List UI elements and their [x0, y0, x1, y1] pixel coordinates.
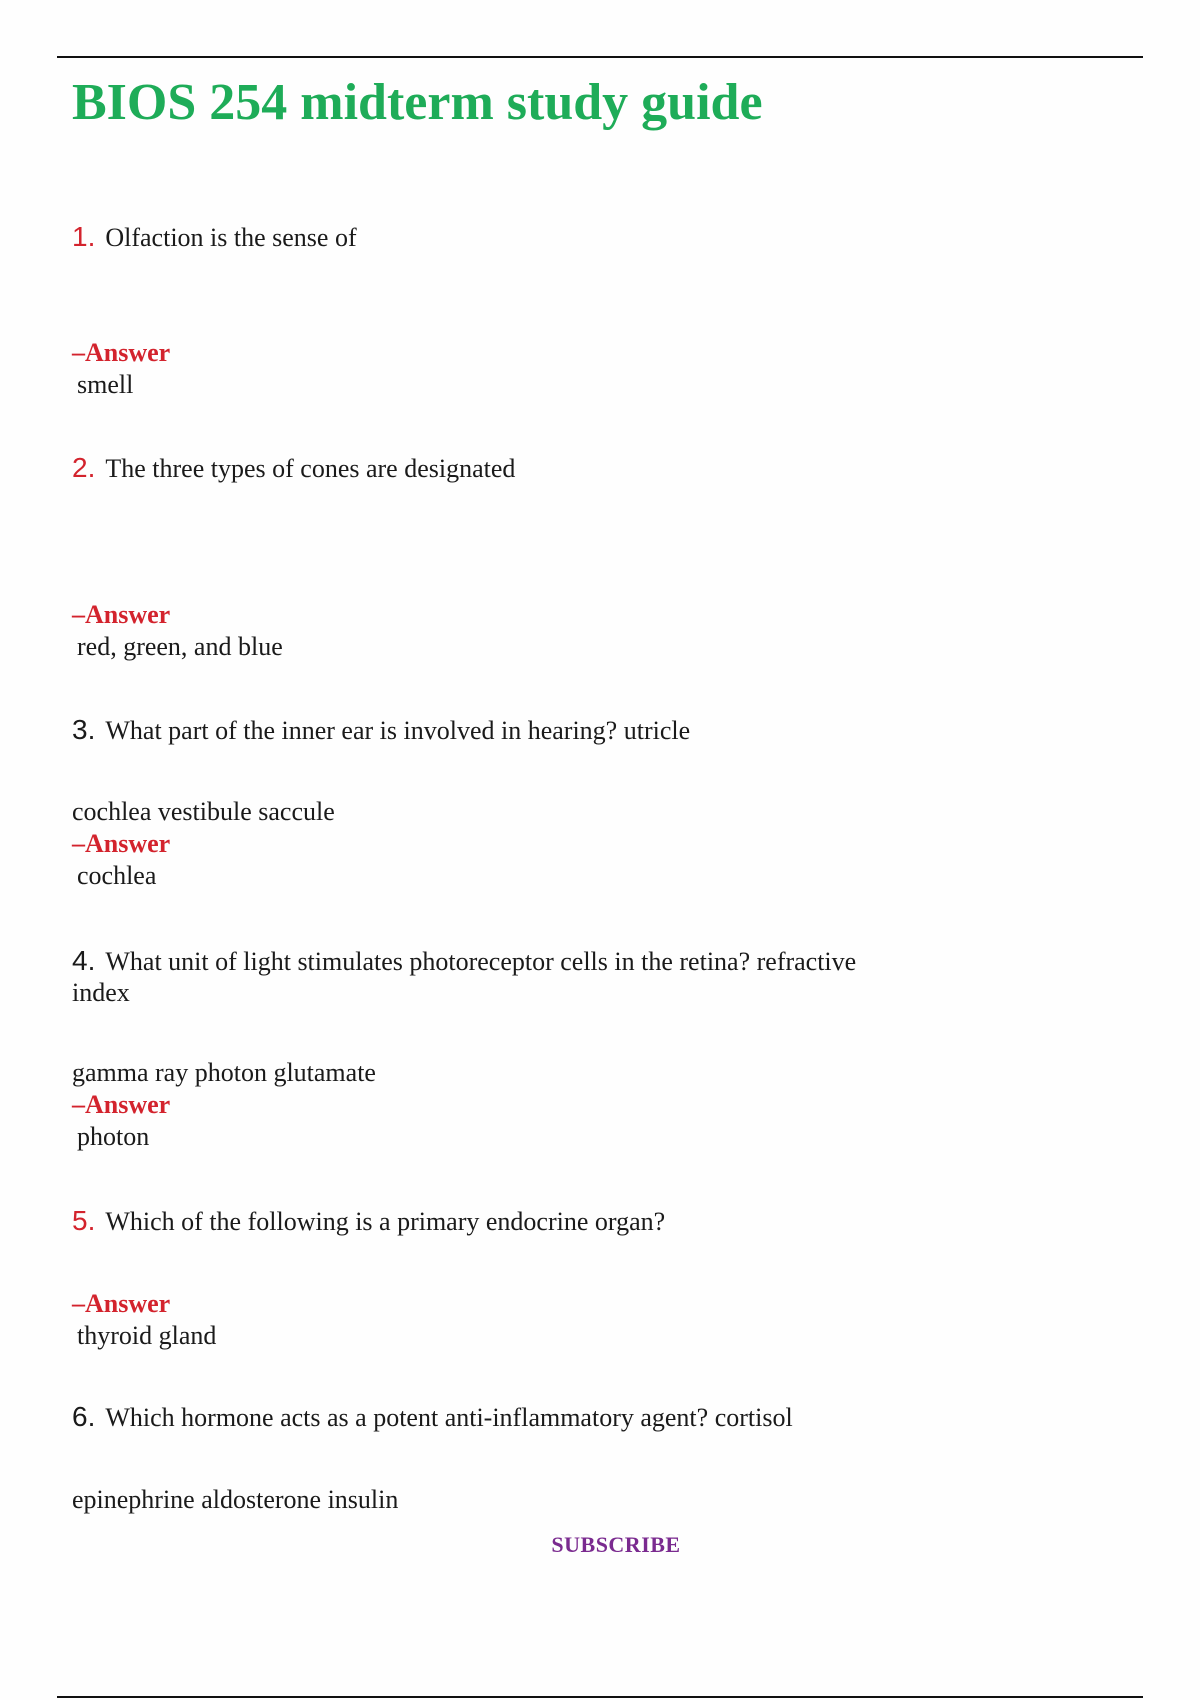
question-2 [72, 452, 1072, 484]
question-text: Which hormone acts as a potent anti-inflammatory agent? cortisol [105, 1403, 793, 1432]
answer-value: photon [77, 1122, 150, 1151]
question-2-line [72, 452, 1072, 484]
question-text: Olfaction is the sense of [105, 223, 357, 252]
answer-value: thyroid gland [77, 1321, 217, 1350]
question-1-line [72, 221, 1072, 253]
question-6-line [72, 1401, 1072, 1433]
answer-value: red, green, and blue [77, 632, 283, 661]
question-4-line [72, 945, 1072, 977]
question-number: 1. [72, 221, 96, 252]
top-rule [57, 56, 1143, 58]
options-6 [72, 1484, 1072, 1516]
page-title: BIOS 254 midterm study guide [72, 74, 763, 131]
answer-label: –Answer [72, 1090, 171, 1119]
question-5 [72, 1205, 1072, 1237]
bottom-rule [57, 1696, 1143, 1698]
answer-label: –Answer [72, 600, 171, 629]
question-3-line [72, 714, 1072, 746]
answer-3 [72, 796, 1072, 892]
question-number: 2. [72, 452, 96, 483]
question-4 [72, 945, 1072, 1008]
question-5-line [72, 1205, 1072, 1237]
question-number: 6. [72, 1401, 96, 1432]
question-number: 4. [72, 945, 96, 976]
question-1 [72, 221, 1072, 253]
answer-2 [72, 599, 1072, 663]
question-text: The three types of cones are designated [105, 454, 516, 483]
question-3 [72, 714, 1072, 746]
question-options: cochlea vestibule saccule [72, 797, 335, 826]
question-text: What part of the inner ear is involved in hearing? utricle [105, 716, 691, 745]
question-text-continued: index [72, 978, 130, 1007]
question-text: What unit of light stimulates photoreceptor cells in the retina? refractive [105, 947, 857, 976]
answer-label: –Answer [72, 829, 171, 858]
answer-label: –Answer [72, 338, 171, 367]
question-number: 5. [72, 1205, 96, 1236]
question-text: Which of the following is a primary endocrine organ? [105, 1207, 666, 1236]
answer-value: cochlea [77, 861, 157, 890]
question-6 [72, 1401, 1072, 1433]
question-number: 3. [72, 714, 96, 745]
answer-4 [72, 1057, 1072, 1153]
answer-label: –Answer [72, 1289, 171, 1318]
answer-5 [72, 1288, 1072, 1352]
question-options: gamma ray photon glutamate [72, 1058, 376, 1087]
answer-1 [72, 337, 1072, 401]
question-options: epinephrine aldosterone insulin [72, 1485, 399, 1514]
answer-value: smell [77, 370, 134, 399]
subscribe-link[interactable]: SUBSCRIBE [551, 1532, 681, 1557]
